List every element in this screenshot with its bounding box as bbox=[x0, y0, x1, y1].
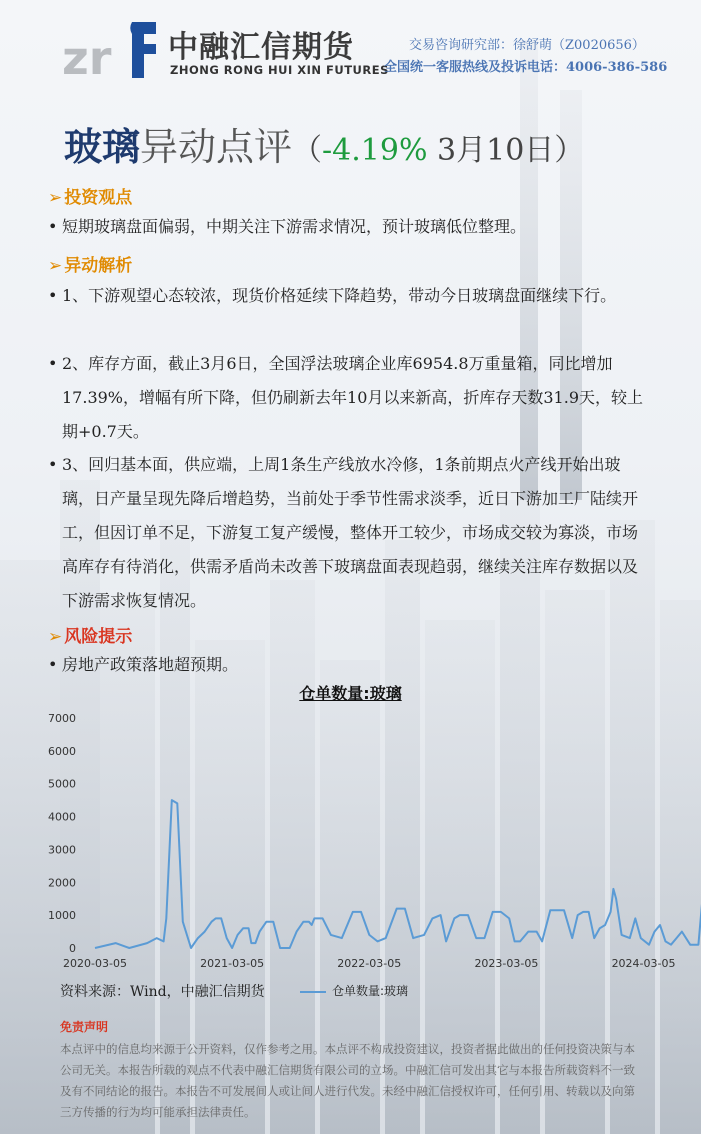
chart-legend bbox=[300, 982, 408, 999]
y-tick-label: 5000 bbox=[48, 777, 76, 791]
list-item: • 短期玻璃盘面偏弱，中期关注下游需求情况，预计玻璃低位整理。 bbox=[48, 210, 648, 244]
list-item: • 2、库存方面，截止3月6日，全国浮法玻璃企业库6954.8万重量箱，同比增加17.39%，增幅有所下降，但仍刷新去年10月以来新高，折库存天数31.9天，较上期+0.7天。 bbox=[48, 347, 648, 449]
hotline-contact: 全国统一客服热线及投诉电话：4006-386-586 bbox=[384, 60, 668, 75]
title-change-percent: -4.19% bbox=[322, 133, 428, 168]
bullet-icon: • bbox=[48, 655, 58, 674]
y-tick-label: 0 bbox=[69, 942, 76, 955]
y-tick-label: 6000 bbox=[48, 744, 76, 758]
x-tick-label: 2021-03-05 bbox=[200, 957, 265, 970]
bullet-icon: • bbox=[48, 217, 58, 236]
warehouse-receipt-line-chart bbox=[0, 700, 701, 980]
brand-name-en: ZHONG RONG HUI XIN FUTURES bbox=[170, 63, 389, 77]
company-logo bbox=[62, 14, 162, 80]
chevron-right-icon: ➢ bbox=[48, 188, 63, 208]
section-heading-analysis: ➢ 异动解析 bbox=[48, 256, 133, 276]
y-tick-label: 2000 bbox=[48, 876, 76, 890]
data-source: 资料来源：Wind，中融汇信期货 bbox=[60, 984, 265, 1000]
list-item: • 房地产政策落地超预期。 bbox=[48, 648, 648, 682]
bullet-icon: • bbox=[48, 286, 58, 305]
legend-swatch bbox=[300, 991, 326, 993]
section-heading-view: ➢ 投资观点 bbox=[48, 188, 133, 208]
bullet-icon: • bbox=[48, 455, 58, 474]
x-tick-label: 2022-03-05 bbox=[337, 957, 402, 970]
disclaimer-title: 免责声明 bbox=[60, 1020, 109, 1034]
x-tick-label: 2020-03-05 bbox=[63, 957, 127, 970]
disclaimer-body: 本点评中的信息均来源于公开资料，仅作参考之用。本点评不构成投资建议，投资者据此做出的任何投资决策与本公司无关。本报告所载的观点不代表中融汇信期货有限公司的立场。中融汇信可发出其它与本报告所载资料不一致及有不同结论的报告。本报告不可发展间人或让间人进行代发。未经中融汇信授权许可，任何引用、转载以及向第三方传播的行为均可能承担法律责任。 bbox=[60, 1042, 635, 1119]
chart-title: 仓单数量:玻璃 bbox=[299, 684, 402, 703]
series-line bbox=[95, 754, 701, 948]
title-product: 玻璃 bbox=[64, 124, 141, 169]
y-tick-label: 4000 bbox=[48, 810, 76, 824]
chevron-right-icon: ➢ bbox=[48, 627, 63, 647]
legend-label: 仓单数量:玻璃 bbox=[332, 984, 409, 998]
chevron-right-icon: ➢ bbox=[48, 256, 63, 276]
brand-name-cn: 中融汇信期货 bbox=[168, 30, 354, 65]
y-tick-label: 7000 bbox=[48, 712, 76, 725]
bullet-icon: • bbox=[48, 354, 58, 373]
title-topic: 异动点评 bbox=[140, 125, 293, 169]
y-tick-label: 3000 bbox=[48, 843, 76, 857]
section-heading-risk: ➢ 风险提示 bbox=[48, 627, 133, 647]
analyst-contact: 交易咨询研究部：徐舒萌（Z0020656） bbox=[409, 38, 645, 53]
list-item: • 3、回归基本面，供应端，上周1条生产线放水冷修，1条前期点火产线开始出玻璃，日产量呈现先降后增趋势，当前处于季节性需求淡季，近日下游加工厂陆续开工，但因订单不足，下游复工复产缓慢，整体开工较少，市场成交较为寡淡，市场高库存有待消化，供需矛盾尚未改善下玻璃盘面表现趋弱，继续关注库存数据以及下游需求恢复情况。 bbox=[48, 448, 648, 618]
page-title bbox=[64, 116, 584, 171]
svg-text:zr: zr bbox=[62, 31, 112, 80]
x-tick-label: 2024-03-05 bbox=[611, 957, 676, 970]
title-open-paren: （ bbox=[292, 133, 323, 168]
x-tick-label: 2023-03-05 bbox=[474, 957, 539, 970]
y-tick-label: 1000 bbox=[48, 909, 76, 923]
list-item: • 1、下游观望心态较浓，现货价格延续下降趋势，带动今日玻璃盘面继续下行。 bbox=[48, 279, 648, 313]
title-date: 3月10日） bbox=[427, 133, 585, 168]
